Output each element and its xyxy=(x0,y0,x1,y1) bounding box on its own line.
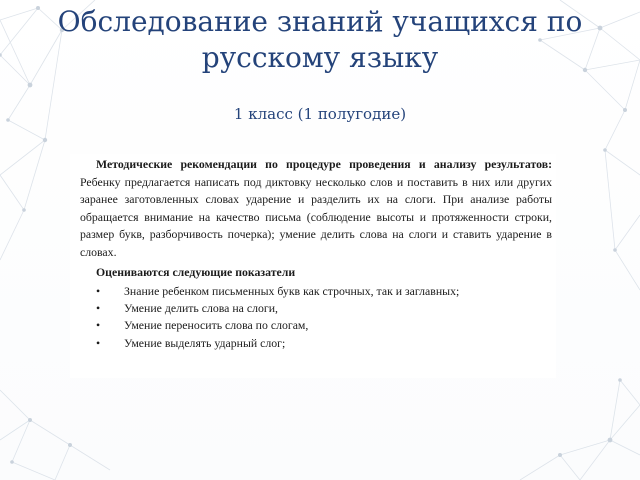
indicator-text: Умение выделять ударный слог; xyxy=(124,335,286,350)
bullet-icon: • xyxy=(96,335,101,350)
bullet-icon: • xyxy=(96,318,101,333)
methodology-heading: Методические рекомендации по процедуре проведения и анализу результатов: xyxy=(96,157,552,171)
indicator-text: Умение переносить слова по слогам, xyxy=(124,318,309,333)
bullet-icon: • xyxy=(96,283,101,298)
indicators-heading: Оцениваются следующие показатели xyxy=(96,264,296,279)
methodology-text: Ребенку предлагается написать под диктовку несколько слов и поставить в них или других заранее заготовленных словах ударение и разделить их на слоги. При анализе работы обращается внимание на качество письма (соблюдение высоты и протяженности строки, размер букв, разборчивость почерка); умение делить слова на слоги и ставить ударение в словах. xyxy=(80,174,552,259)
methodology-paragraph xyxy=(80,156,552,262)
list-item xyxy=(80,317,552,334)
list-item xyxy=(80,283,552,300)
bullet-icon: • xyxy=(96,300,101,315)
slide-subtitle: 1 класс (1 полугодие) xyxy=(233,105,407,123)
slide-title: Обследование знаний учащихся по русскому языку xyxy=(57,5,583,74)
document-excerpt-image xyxy=(70,154,556,378)
indicator-text: Знание ребенком письменных букв как строчных, так и заглавных; xyxy=(124,283,460,298)
list-item xyxy=(80,335,552,352)
indicators-list xyxy=(80,283,552,353)
indicator-text: Умение делить слова на слоги, xyxy=(124,300,278,315)
list-item xyxy=(80,300,552,317)
